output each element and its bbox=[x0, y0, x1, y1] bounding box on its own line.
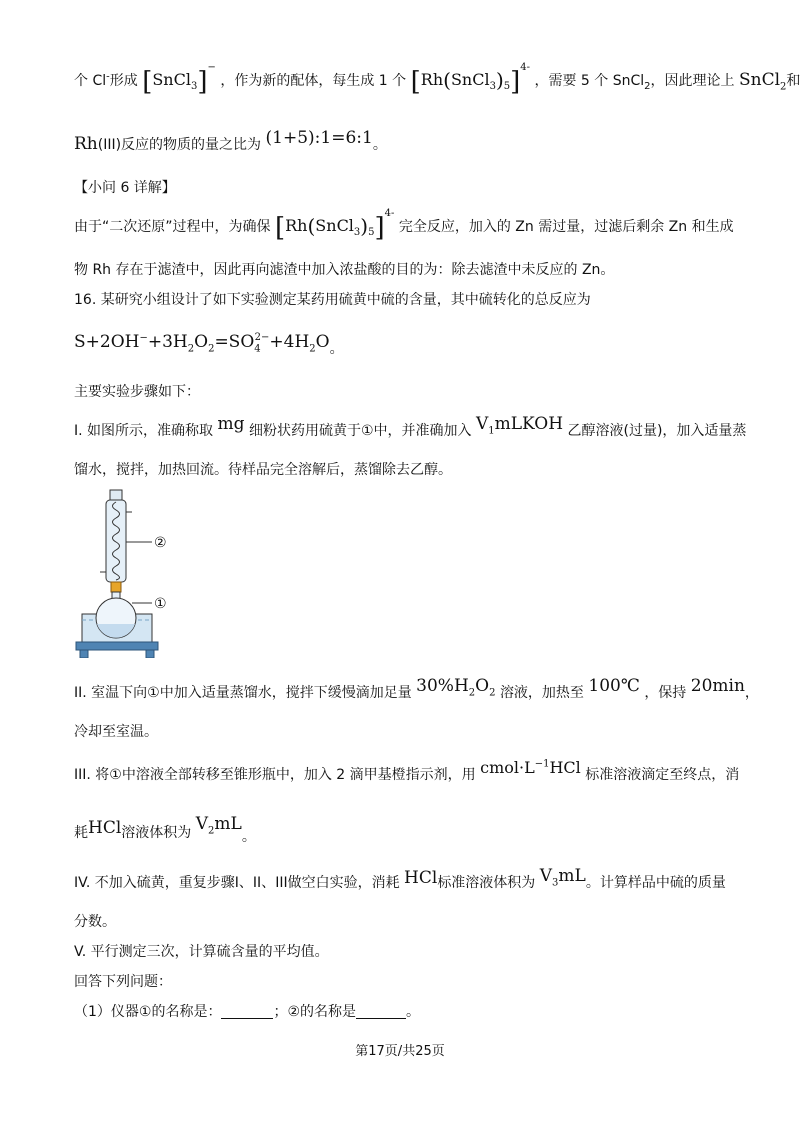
text: III. 将①中溶液全部转移至锥形瓶中，加入 2 滴甲基橙指示剂，用 bbox=[74, 767, 476, 783]
formula-time: 20min bbox=[690, 676, 745, 696]
text: 。计算样品中硫的质量 bbox=[585, 875, 726, 891]
text: 耗 bbox=[74, 825, 88, 841]
text: 和 bbox=[786, 73, 800, 89]
text: IV. 不加入硫黄，重复步骤I、II、III做空白实验，消耗 bbox=[74, 875, 400, 891]
answer-blank-1[interactable] bbox=[221, 1018, 273, 1019]
text-line: 物 Rh 存在于滤渣中，因此再向滤渣中加入浓盐酸的目的为：除去滤渣中未反应的 Zn。 bbox=[74, 262, 615, 278]
step-1 bbox=[74, 414, 747, 441]
formula-hcl: HCl bbox=[404, 868, 438, 888]
steps-title: 主要实验步骤如下： bbox=[74, 384, 200, 400]
formula-mass: mg bbox=[217, 414, 245, 434]
step-5: V. 平行测定三次，计算硫含量的平均值。 bbox=[74, 944, 329, 960]
text: 标准溶液体积为 bbox=[437, 875, 536, 891]
text: 标准溶液滴定至终点，消 bbox=[585, 767, 740, 783]
label-1: ① bbox=[154, 596, 167, 612]
text: - bbox=[106, 71, 110, 83]
answer-blank-2[interactable] bbox=[356, 1018, 406, 1019]
formula-rh: Rh bbox=[74, 134, 98, 154]
formula-rh-complex: $[Rh(SnCl_3)_5]^{4-}$ bbox=[274, 207, 395, 243]
text: ，需要 5 个 SnCl bbox=[534, 73, 645, 89]
text: 。 bbox=[241, 829, 256, 845]
text: 形成 bbox=[109, 73, 138, 89]
label-2: ② bbox=[154, 535, 167, 551]
text: 细粉状药用硫黄于①中，并准确加入 bbox=[248, 423, 472, 439]
text: 个 Cl bbox=[74, 73, 107, 89]
formula-volume-1: $V_1mLKOH$ bbox=[475, 414, 564, 437]
text: 完全反应，加入的 Zn 需过量，过滤后剩余 Zn 和生成 bbox=[398, 219, 734, 235]
text: 。 bbox=[372, 137, 387, 153]
text: ， bbox=[744, 685, 759, 701]
formula-h2o2: $30\%H_2O_2$ bbox=[416, 676, 496, 699]
step-1-cont: 馏水，搅拌，加热回流。待样品完全溶解后，蒸馏除去乙醇。 bbox=[74, 462, 452, 478]
text: 溶液，加热至 bbox=[499, 685, 584, 701]
text: ，因此理论上 bbox=[650, 73, 735, 89]
answer-prompt: 回答下列问题： bbox=[74, 974, 172, 990]
text: ，保持 bbox=[644, 685, 687, 701]
text-line bbox=[74, 207, 740, 243]
text-line bbox=[74, 128, 740, 155]
formula-rh-complex: $[Rh(SnCl_3)_5]^{4-}$ bbox=[410, 61, 531, 97]
text-line: 个 Cl-形成 [SnCl$_3$]− ，作为新的配体，每生成 1 个 $[Rh(SnCl_3)_5]^{4-}$ ，需要 5 个 SnCl$_2$，因此理论上 SnCl$_2$和 bbox=[74, 61, 800, 97]
formula-ratio: (1+5):1=6:1 bbox=[265, 128, 373, 148]
reflux-apparatus-illustration bbox=[74, 486, 184, 658]
text: 乙醇溶液(过量)，加入适量蒸 bbox=[567, 423, 747, 439]
reaction-equation: $S+2OH^-+3H_2O_2=SO_4^{2-}+4H_2O$。 bbox=[74, 332, 344, 357]
step-4 bbox=[74, 866, 740, 893]
text: 由于“二次还原”过程中，为确保 bbox=[74, 219, 271, 235]
text: (III)反应的物质的量之比为 bbox=[97, 137, 262, 153]
formula-volume-2: $V_2mL$ bbox=[195, 814, 242, 837]
step-3-cont bbox=[74, 814, 740, 845]
question-1 bbox=[74, 1002, 740, 1022]
formula-sncl3-ion: [SnCl$_3$]− bbox=[142, 61, 216, 97]
page-number: 第17页/共25页 bbox=[355, 1044, 445, 1059]
formula-volume-3: $V_3mL$ bbox=[539, 866, 586, 889]
text: 。 bbox=[329, 341, 344, 357]
step-2-cont: 冷却至室温。 bbox=[74, 724, 158, 740]
formula-sncl2: SnCl$_2$ bbox=[739, 70, 787, 93]
step-2 bbox=[74, 676, 759, 703]
text: （1）仪器①的名称是： bbox=[74, 1004, 222, 1020]
formula-hcl-concentration: $cmol\cdot L^{-1}HCl$ bbox=[480, 758, 581, 777]
step-4-cont: 分数。 bbox=[74, 914, 116, 930]
reflux-apparatus-figure bbox=[74, 486, 184, 658]
text: ，作为新的配体，每生成 1 个 bbox=[220, 73, 407, 89]
text: 。 bbox=[406, 1004, 421, 1020]
text: I. 如图所示，准确称取 bbox=[74, 423, 214, 439]
section-heading: 【小问 6 详解】 bbox=[74, 180, 176, 196]
formula-hcl: HCl bbox=[88, 818, 122, 838]
text: ；②的名称是 bbox=[273, 1004, 357, 1020]
question-16-stem: 16. 某研究小组设计了如下实验测定某药用硫黄中硫的含量，其中硫转化的总反应为 bbox=[74, 292, 591, 308]
text: 溶液体积为 bbox=[121, 825, 192, 841]
text: II. 室温下向①中加入适量蒸馏水，搅拌下缓慢滴加足量 bbox=[74, 685, 412, 701]
step-3 bbox=[74, 758, 740, 785]
formula-temperature: 100℃ bbox=[588, 676, 640, 696]
